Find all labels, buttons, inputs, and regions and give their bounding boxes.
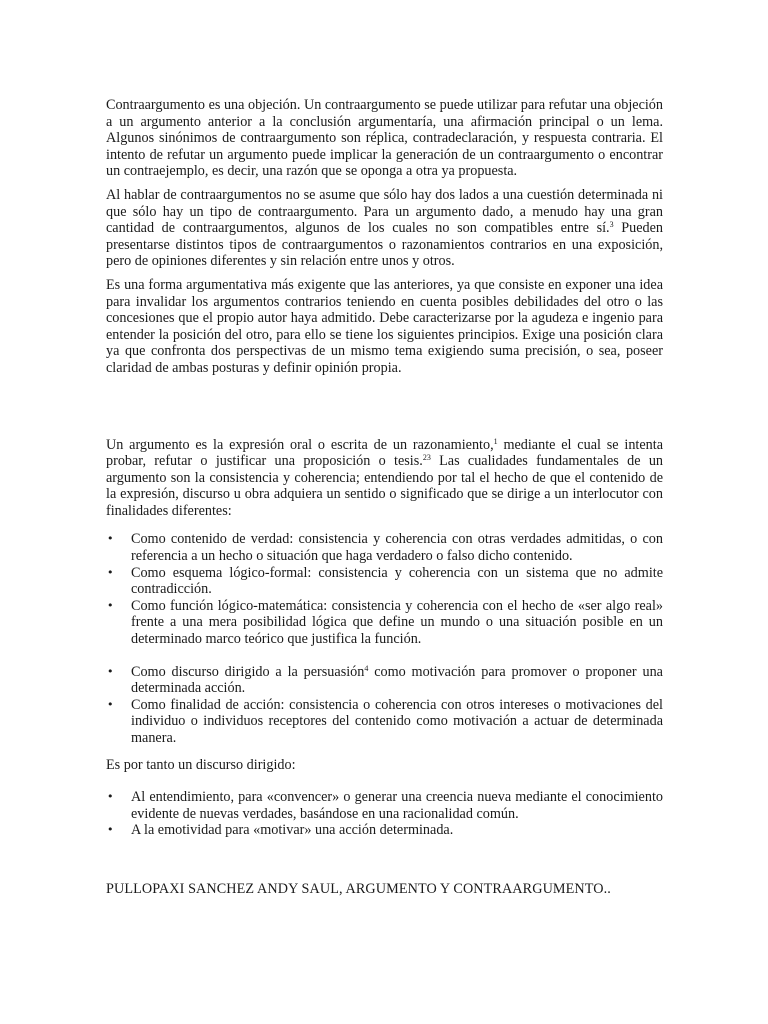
bullet-icon: •	[107, 598, 114, 612]
list-item	[106, 531, 663, 564]
footnote-ref: 23	[422, 453, 431, 463]
bullet-icon: •	[107, 697, 114, 711]
bullet-icon: •	[107, 664, 114, 678]
list-item-text: Como contenido de verdad: consistencia y coherencia con otras verdades admitidas, o con referencia a un hecho o situación que haga verdadero o falso dicho contenido.	[131, 531, 663, 565]
bullet-icon: •	[107, 565, 114, 579]
footnote-ref: 1	[493, 436, 498, 446]
list-item-text: Como función lógico-matemática: consistencia y coherencia con el hecho de «ser algo real» frente a una mera posibilidad lógica que define un mundo o una situación posible en un determinado marco teórico que justifica la función.	[131, 597, 663, 648]
bullet-list-finalidades	[106, 664, 663, 747]
paragraph-text: Las cualidades fundamentales de un argumento son la consistencia y coherencia; entendiendo por tal el hecho de que el contenido de la expresión, discurso u obra adquiera un sentido o significado que se dirige a un interlocutor con finalidades diferentes:	[106, 453, 664, 519]
list-item-text: Al entendimiento, para «convencer» o generar una creencia nueva mediante el conocimiento evidente de nuevas verdades, basándose en una racionalidad común.	[131, 789, 663, 822]
list-item-text: Como esquema lógico-formal: consistencia y coherencia con un sistema que no admite contradicción.	[131, 564, 663, 598]
list-item	[106, 565, 663, 598]
list-item	[106, 697, 663, 747]
paragraph-contraargumentos-types	[106, 187, 663, 270]
bullet-list-discurso	[106, 789, 663, 839]
paragraph-discurso-dirigido: Es por tanto un discurso dirigido:	[106, 756, 296, 773]
paragraph-argumento-definition	[106, 437, 663, 520]
list-item	[106, 822, 663, 839]
list-item-text: A la emotividad para «motivar» una acción determinada.	[131, 822, 454, 839]
footnote-ref: 4	[364, 663, 369, 673]
bullet-icon: •	[107, 823, 114, 837]
paragraph-text: mediante el cual se intenta probar, refutar o justificar una proposición o tesis.	[106, 436, 663, 470]
author-footer: PULLOPAXI SANCHEZ ANDY SAUL, ARGUMENTO Y CONTRAARGUMENTO..	[106, 880, 611, 897]
bullet-icon: •	[107, 790, 114, 804]
list-item	[106, 664, 663, 697]
paragraph-contraargumento-definition: Contraargumento es una objeción. Un contraargumento se puede utilizar para refutar una objeción a un argumento anterior a la conclusión argumentaría, una afirmación principal o un lema. Algunos sinónimos de contraargumento son réplica, contradeclaración, y respuesta contraria. El intento de refutar un argumento puede implicar la generación de un contraargumento o encontrar un contraejemplo, es decir, una razón que se oponga a otra ya propuesta.	[106, 97, 663, 180]
list-item	[106, 598, 663, 648]
paragraph-text: Pueden presentarse distintos tipos de contraargumentos o razonamientos contrarios en una exposición, pero de opiniones diferentes y sin relación entre unos y otros.	[106, 220, 663, 270]
bullet-icon: •	[107, 532, 114, 546]
bullet-list-cualidades	[106, 531, 663, 647]
paragraph-forma-argumentativa: Es una forma argumentativa más exigente que las anteriores, ya que consiste en exponer una idea para invalidar los argumentos contrarios teniendo en cuenta posibles debilidades del otro o las concesiones que el propio autor haya admitido. Debe caracterizarse por la agudeza e ingenio para entender la posición del otro, para ello se tiene los siguientes principios. Exige una posición clara ya que confronta dos perspectivas de un mismo tema exigiendo suma precisión, o sea, poseer claridad de ambas posturas y definir opinión propia.	[106, 276, 663, 376]
paragraph-text: Un argumento es la expresión oral o escrita de un razonamiento,	[106, 436, 494, 453]
list-item-text: Como discurso dirigido a la persuasión	[131, 663, 365, 680]
list-item-text: Como finalidad de acción: consistencia o coherencia con otros intereses o motivaciones del individuo o individuos receptores del contenido como motivación a actuar de determinada manera.	[131, 696, 663, 746]
list-item	[106, 789, 663, 822]
list-item-text: como motivación para promover o proponer una determinada acción.	[131, 663, 663, 697]
footnote-ref: 3	[609, 220, 614, 230]
paragraph-text: Al hablar de contraargumentos no se asume que sólo hay dos lados a una cuestión determinada ni que sólo hay un tipo de contraargumento. Para un argumento dado, a menudo hay una gran cantidad de contraargumentos, algunos de los cuales no son compatibles entre sí.	[106, 186, 663, 237]
